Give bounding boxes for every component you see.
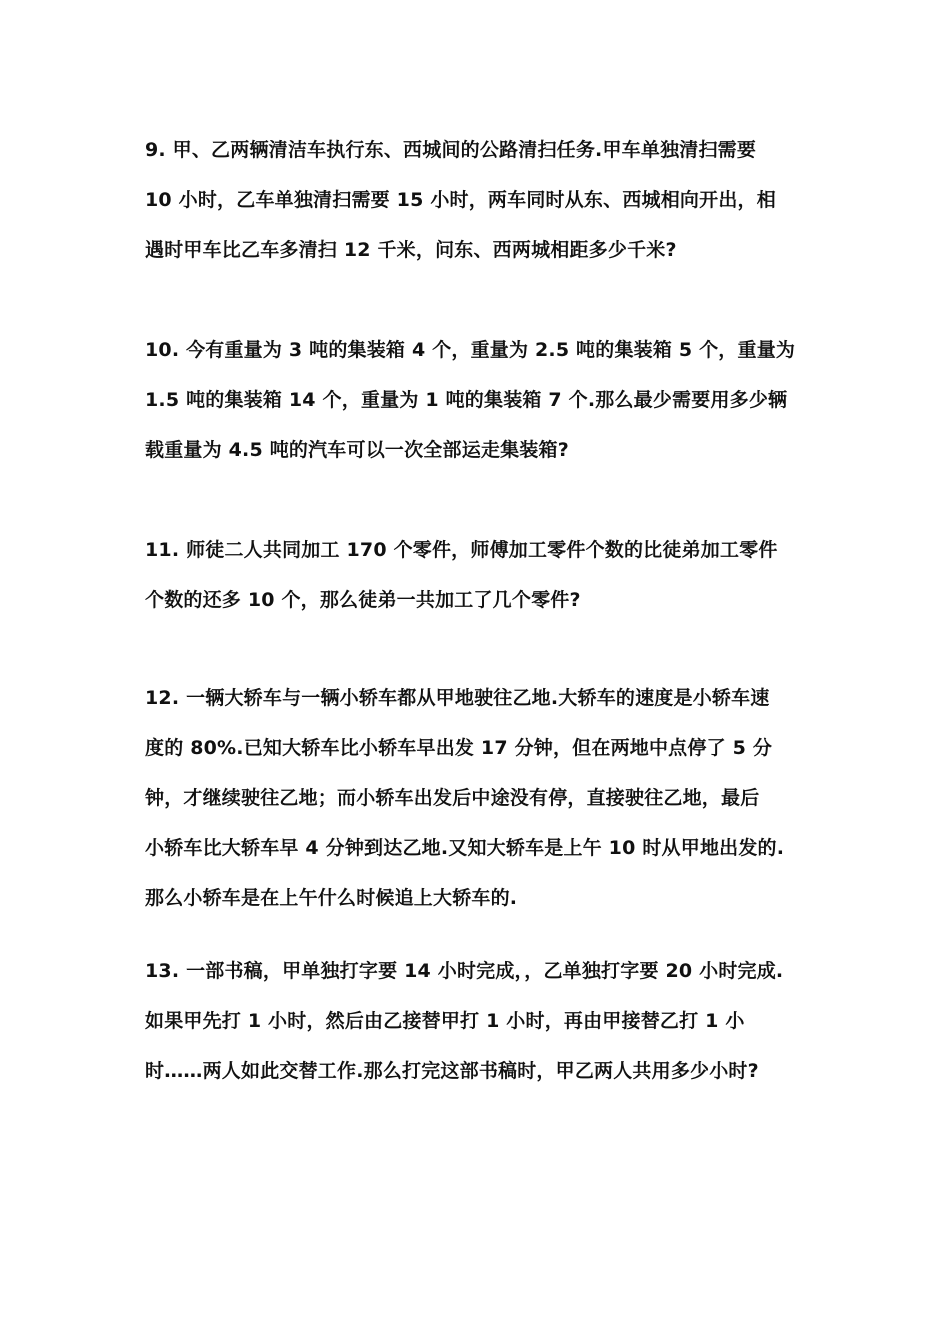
problem-line: 小轿车比大轿车早 4 分钟到达乙地.又知大轿车是上午 10 时从甲地出发的. bbox=[145, 837, 785, 859]
problem-10 bbox=[145, 337, 825, 487]
problem-line: 遇时甲车比乙车多清扫 12 千米，问东、西两城相距多少千米? bbox=[145, 239, 677, 261]
problem-line: 载重量为 4.5 吨的汽车可以一次全部运走集装箱? bbox=[145, 439, 569, 461]
problem-line: 钟，才继续驶往乙地；而小轿车出发后中途没有停，直接驶往乙地，最后 bbox=[145, 787, 760, 809]
problem-line: 个数的还多 10 个，那么徒弟一共加工了几个零件? bbox=[145, 589, 581, 611]
problem-line: 如果甲先打 1 小时，然后由乙接替甲打 1 小时，再由甲接替乙打 1 小 bbox=[145, 1010, 745, 1032]
problem-12 bbox=[145, 685, 825, 935]
problem-9 bbox=[145, 137, 825, 287]
problem-line: 时……两人如此交替工作.那么打完这部书稿时，甲乙两人共用多少小时? bbox=[145, 1060, 759, 1082]
problem-line: 10. 今有重量为 3 吨的集装箱 4 个，重量为 2.5 吨的集装箱 5 个，重量为 bbox=[145, 339, 796, 361]
problem-13 bbox=[145, 958, 825, 1108]
problem-line: 12. 一辆大轿车与一辆小轿车都从甲地驶往乙地.大轿车的速度是小轿车速 bbox=[145, 687, 770, 709]
problem-line: 度的 80%.已知大轿车比小轿车早出发 17 分钟，但在两地中点停了 5 分 bbox=[145, 737, 773, 759]
problem-line: 10 小时，乙车单独清扫需要 15 小时，两车同时从东、西城相向开出，相 bbox=[145, 189, 776, 211]
problem-line: 9. 甲、乙两辆清洁车执行东、西城间的公路清扫任务.甲车单独清扫需要 bbox=[145, 139, 757, 161]
problem-line: 13. 一部书稿，甲单独打字要 14 小时完成，，乙单独打字要 20 小时完成. bbox=[145, 960, 784, 982]
problem-11 bbox=[145, 537, 825, 637]
problem-line: 11. 师徒二人共同加工 170 个零件，师傅加工零件个数的比徒弟加工零件 bbox=[145, 539, 778, 561]
problem-line: 1.5 吨的集装箱 14 个，重量为 1 吨的集装箱 7 个.那么最少需要用多少辆 bbox=[145, 389, 788, 411]
problem-line: 那么小轿车是在上午什么时候追上大轿车的. bbox=[145, 887, 518, 909]
